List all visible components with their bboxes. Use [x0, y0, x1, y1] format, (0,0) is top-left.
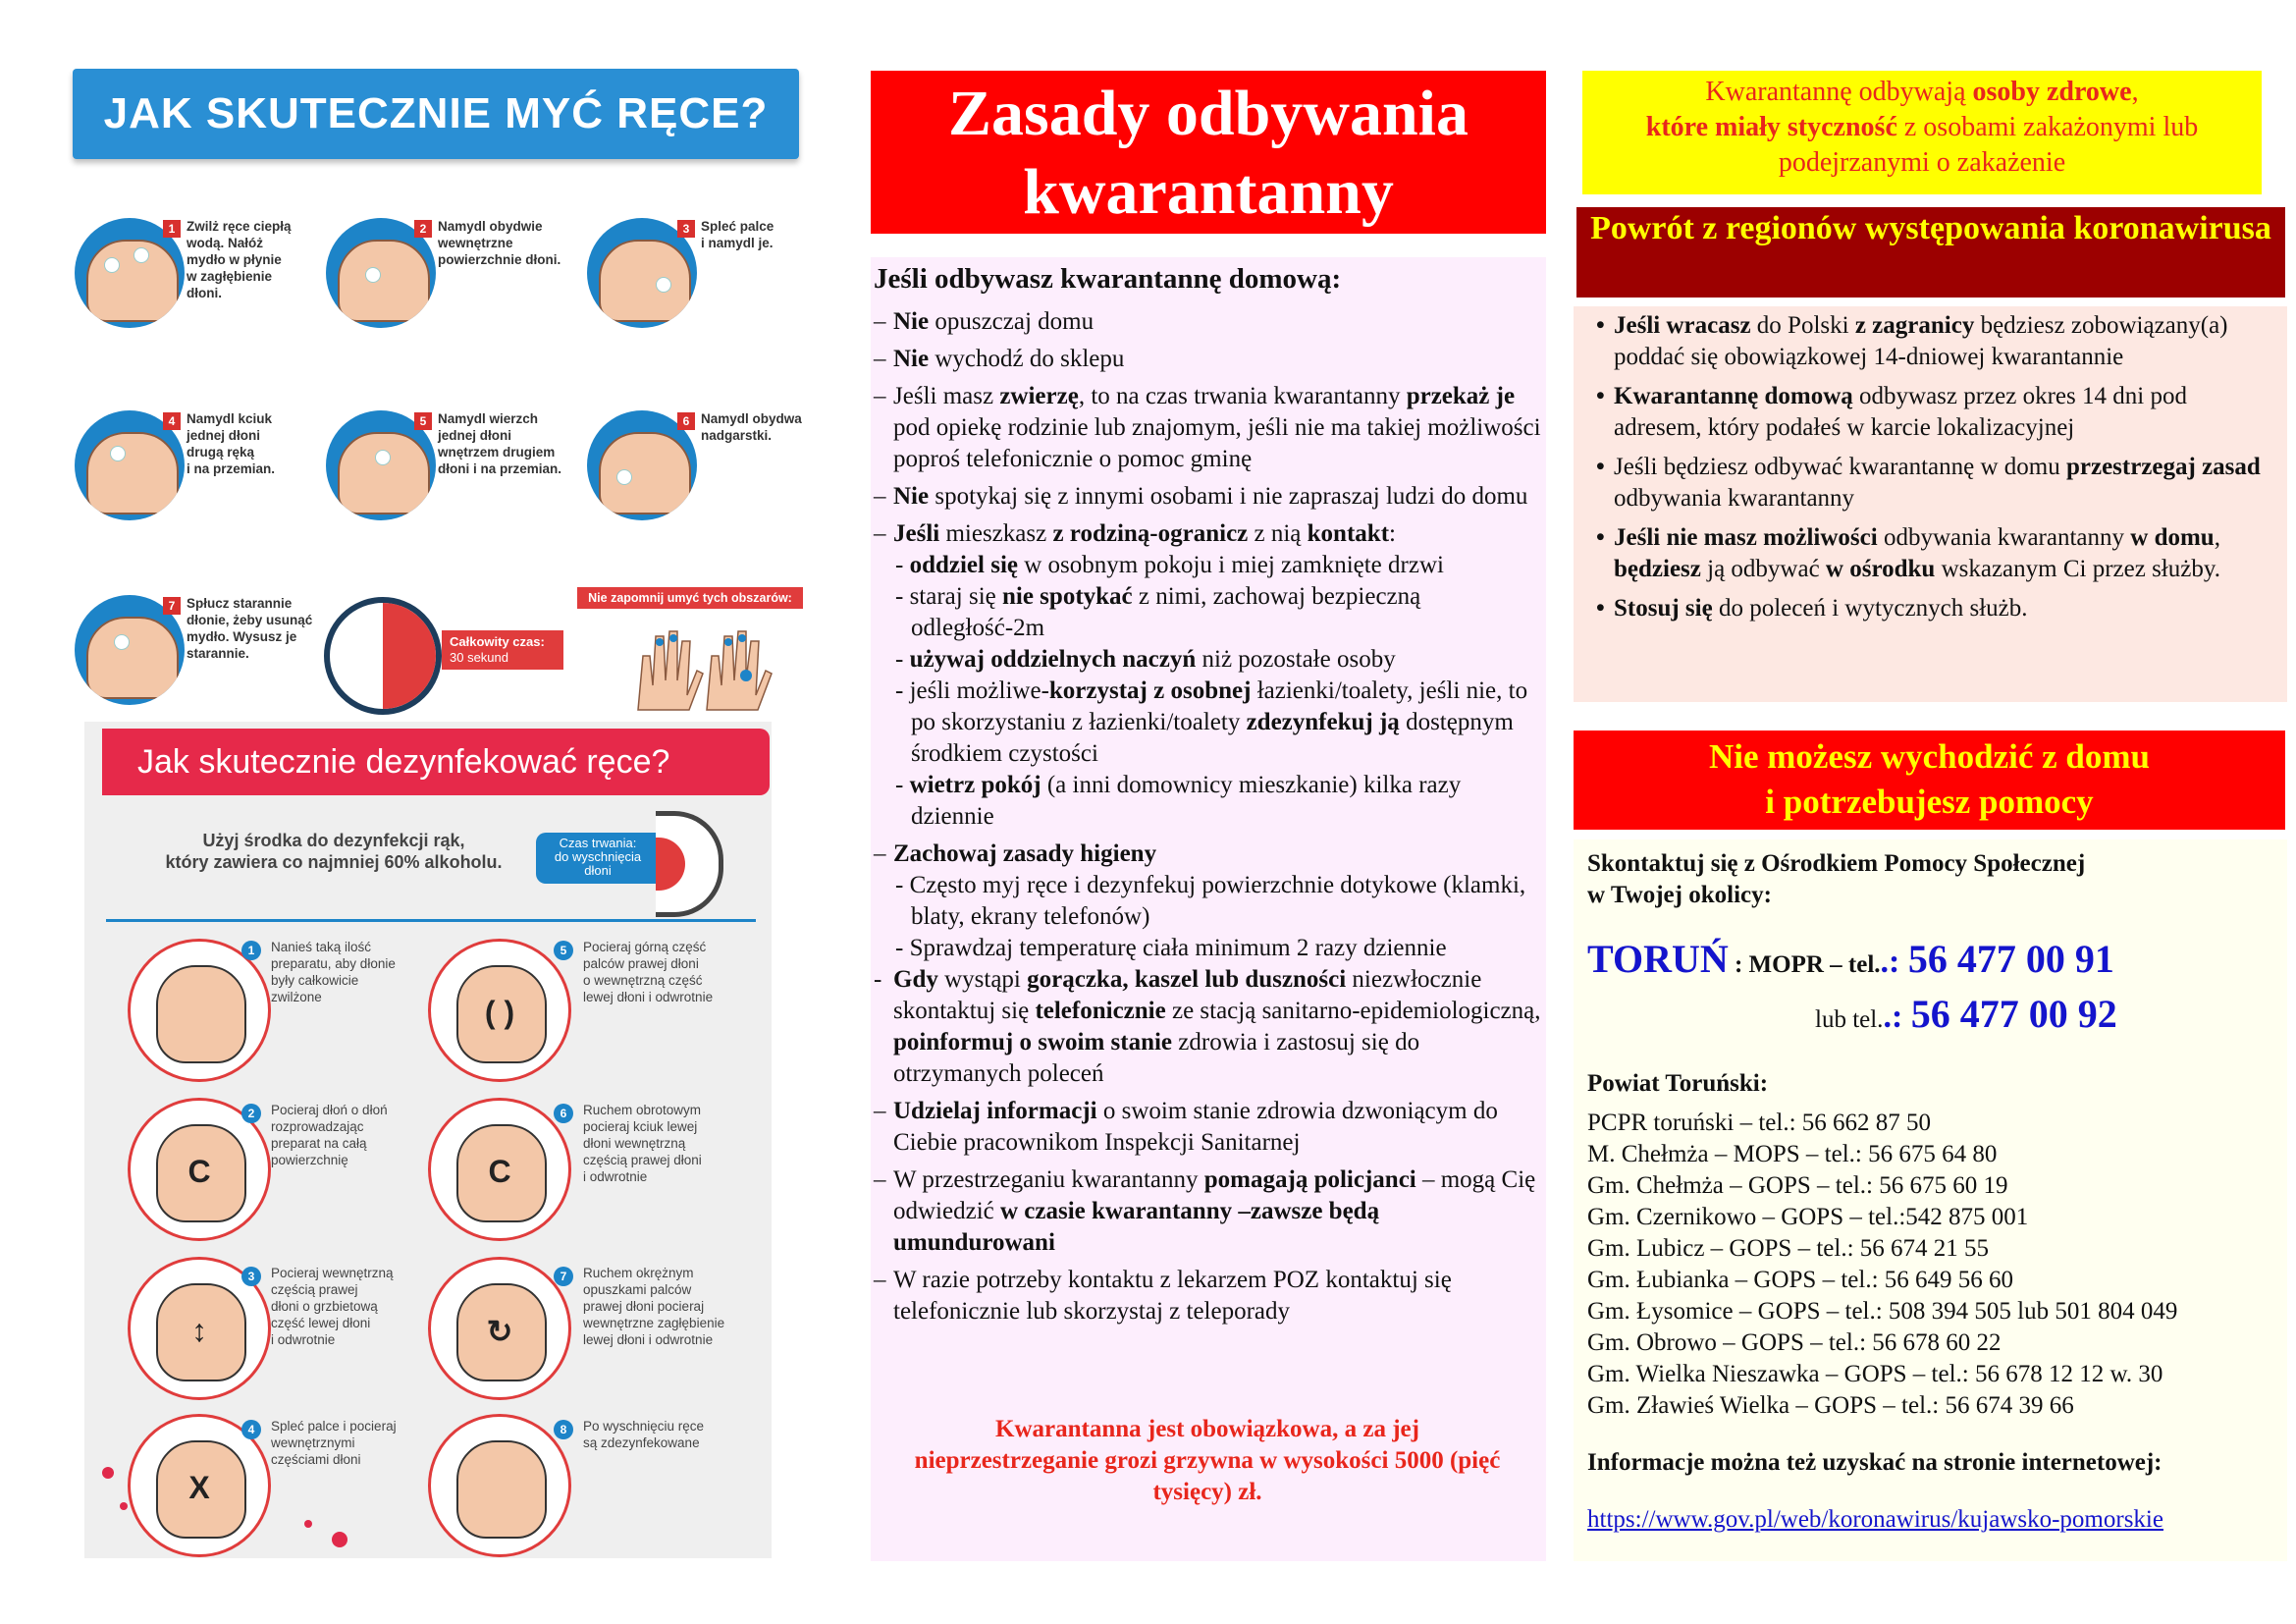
torun-phone-1[interactable]: 56 477 00 91 [1907, 937, 2114, 981]
help-title [1574, 731, 2285, 830]
tel2-prefix: lub tel. [1815, 1006, 1884, 1033]
quarantine-who-note [1582, 71, 2262, 194]
disinfect-step-3-text: Pocieraj wewnętrzną częścią prawej dłoni o grzbietową część lewej dłoni i odwrotnie [271, 1266, 394, 1347]
return-item: • Jeśli będziesz odbywać kwarantannę w domu przestrzegaj zasad odbywania kwarantanny [1592, 452, 2279, 514]
timer-icon [324, 597, 442, 715]
wash-step-6-number: 6 [677, 412, 695, 430]
disinfect-step-4-number: 4 [241, 1420, 261, 1439]
powiat-contact-list [1587, 1108, 2284, 1422]
quarantine-rules-title [871, 71, 1546, 234]
disinfect-step-8-number: 8 [554, 1420, 573, 1439]
disinfect-step-7-icon: ↻ [428, 1257, 571, 1400]
rules-subtitle: Jeśli odbywasz kwarantannę domową: [874, 263, 1342, 295]
rule-item: – Nie wychodź do sklepu [874, 346, 1125, 372]
wash-step-7-number: 7 [163, 597, 181, 615]
drop-decoration [332, 1532, 347, 1547]
powiat-contact: Gm. Chełmża – GOPS – tel.: 56 675 60 19 [1587, 1172, 2008, 1199]
rule-item: – W przestrzeganiu kwarantanny pomagają policjanci – mogą Cię odwiedzić w czasie kwarantanny –zawsze będą umundurowani [874, 1166, 1536, 1256]
help-title-line-1: Nie możesz wychodzić z domu [1708, 737, 2151, 776]
disinfect-step-1-text: Nanieś taką ilość preparatu, aby dłonie były całkowicie zwilżone [271, 940, 396, 1004]
powiat-contact: Gm. Czernikowo – GOPS – tel.:542 875 001 [1587, 1204, 2029, 1230]
rule-subitem: - wietrz pokój (a inni domownicy mieszkanie) kilka razy dziennie [895, 772, 1462, 830]
powiat-contact: M. Chełmża – MOPS – tel.: 56 675 64 80 [1587, 1141, 1998, 1167]
help-title-line-2: i potrzebujesz pomocy [1765, 783, 2094, 821]
disinfect-step-7-text: Ruchem okrężnym opuszkami palców prawej dłoni pocieraj wewnętrzne zagłębienie lewej dłoni i odwrotnie [583, 1266, 725, 1347]
note-text: , [2131, 77, 2139, 107]
rule-item: – Udzielaj informacji o swoim stanie zdrowia dzwoniącym do Ciebie pracownikom Inspekcji Sanitarnej [874, 1098, 1498, 1156]
return-item: • Stosuj się do poleceń i wytycznych służb. [1592, 593, 2279, 624]
disinfect-step-2-number: 2 [241, 1104, 261, 1123]
rule-item: – W razie potrzeby kontaktu z lekarzem POZ kontaktuj się telefonicznie lub skorzystaj z teleporady [874, 1267, 1452, 1325]
torun-city: TORUŃ [1587, 937, 1729, 981]
return-item: • Kwarantannę domową odbywasz przez okres 14 dni pod adresem, który podałeś w karcie lokalizacyjnej [1592, 381, 2279, 444]
wash-step-3-number: 3 [677, 220, 695, 238]
disinfect-step-6-number: 6 [554, 1104, 573, 1123]
return-item: • Jeśli wracasz do Polski z zagranicy będziesz zobowiązany(a) poddać się obowiązkowej 14-dniowej kwarantannie [1592, 310, 2279, 373]
note-text: Kwarantannę odbywają [1705, 77, 1973, 107]
tel2-colon: .: [1883, 999, 1911, 1035]
hands-areas-icon [628, 617, 775, 715]
total-time-value: 30 sekund [450, 650, 508, 665]
powiat-contact: Gm. Łubianka – GOPS – tel.: 56 649 56 60 [1587, 1267, 2014, 1293]
disinfect-step-4-icon: X [128, 1414, 271, 1557]
disinfect-step-2-text: Pocieraj dłoń o dłoń rozprowadzając preparat na całą powierzchnię [271, 1103, 388, 1167]
rule-item: – Zachowaj zasady higieny [874, 840, 1157, 867]
wash-step-4-number: 4 [163, 412, 181, 430]
website-link[interactable]: https://www.gov.pl/web/koronawirus/kujawsko-pomorskie [1587, 1506, 2163, 1533]
rule-subitem: - używaj oddzielnych naczyń niż pozostałe osoby [895, 646, 1396, 673]
disinfect-step-5-number: 5 [554, 941, 573, 960]
powiat-contact: Gm. Łysomice – GOPS – tel.: 508 394 505 lub 501 804 049 [1587, 1298, 2178, 1325]
disinfect-step-6-text: Ruchem obrotowym pocieraj kciuk lewej dłoni wewnętrzną częścią prawej dłoni i odwrotnie [583, 1103, 702, 1184]
powiat-contact: Gm. Wielka Nieszawka – GOPS – tel.: 56 678 12 12 w. 30 [1587, 1361, 2163, 1387]
wash-hands-title: JAK SKUTECZNIE MYĆ RĘCE? [73, 69, 799, 159]
wash-step-7-text: Spłucz starannie dłonie, żeby usunąć mydło. Wysusz je starannie. [187, 596, 313, 661]
return-list [1592, 310, 2279, 632]
note-bold: które miały styczność [1645, 112, 1897, 142]
powiat-contact: Gm. Zławieś Wielka – GOPS – tel.: 56 674 39 66 [1587, 1392, 2074, 1419]
rule-subitem: - Często myj ręce i dezynfekuj powierzchnie dotykowe (klamki, blaty, ekrany telefonów) [895, 872, 1526, 930]
rule-subitem: - jeśli możliwe-korzystaj z osobnej łazienki/toalety, jeśli nie, to po skorzystaniu z łazienki/toalety zdezynfekuj ją dostępnym środkiem czystości [895, 677, 1528, 767]
disinfect-step-1-number: 1 [241, 941, 261, 960]
wash-step-5-number: 5 [414, 412, 432, 430]
rule-item: – Jeśli masz zwierzę, to na czas trwania kwarantanny przekaż je pod opiekę rodzinie lub znajomym, jeśli nie ma takiej możliwości poproś telefonicznie o pomoc gminę [874, 383, 1541, 472]
wash-step-2-text: Namydl obydwie wewnętrzne powierzchnie dłoni. [438, 219, 561, 267]
disinfect-title: Jak skutecznie dezynfekować ręce? [102, 729, 770, 795]
drop-decoration [120, 1502, 128, 1510]
torun-contact-2 [1587, 990, 2274, 1045]
disinfect-intro: Użyj środka do dezynfekcji rąk, który zawiera co najmniej 60% alkoholu. [165, 831, 503, 872]
wash-step-6-text: Namydl obydwa nadgarstki. [701, 411, 802, 443]
rules-content [874, 261, 1545, 1333]
rule-item: - Gdy wystąpi gorączka, kaszel lub duszności niezwłocznie skontaktuj się telefonicznie ze stacją sanitarno-epidemiologiczną, poinformuj o swoim stanie zdrowia i zastosuj się do otrzymanych poleceń [874, 966, 1541, 1087]
rule-subitem: - Sprawdzaj temperaturę ciała minimum 2 razy dziennie [895, 935, 1447, 961]
total-time-label: Całkowity czas: [450, 634, 545, 649]
torun-phone-2[interactable]: 56 477 00 92 [1910, 992, 2117, 1036]
remember-areas-label: Nie zapomnij umyć tych obszarów: [577, 587, 803, 609]
powiat-title: Powiat Toruński: [1587, 1070, 1769, 1097]
wash-step-2-number: 2 [414, 220, 432, 238]
wash-step-4-text: Namydl kciuk jednej dłoni drugą ręką i na przemian. [187, 411, 276, 476]
return-item: • Jeśli nie masz możliwości odbywania kwarantanny w domu, będziesz ją odbywać w ośrodku wskazanym Ci przez służby. [1592, 522, 2279, 585]
title-line-1: Zasady odbywania [947, 78, 1469, 149]
disinfect-step-5-text: Pocieraj górną część palców prawej dłoni o wewnętrzną część lewej dłoni i odwrotnie [583, 940, 714, 1004]
contact-intro: Skontaktuj się z Ośrodkiem Pomocy Społecznej w Twojej okolicy: [1587, 850, 2086, 908]
drop-decoration [304, 1520, 312, 1528]
powiat-contact: Gm. Obrowo – GOPS – tel.: 56 678 60 22 [1587, 1329, 2002, 1356]
rule-item: – Nie spotykaj się z innymi osobami i nie zapraszaj ludzi do domu [874, 483, 1528, 510]
disinfect-step-3-icon: ↕ [128, 1257, 271, 1400]
return-title: Powrót z regionów występowania koronawirusa [1576, 207, 2285, 298]
disinfect-step-8-text: Po wyschnięciu ręce są zdezynfekowane [583, 1419, 705, 1450]
wash-step-1-number: 1 [163, 220, 181, 238]
fine-warning: Kwarantanna jest obowiązkowa, a za jej nieprzestrzeganie grozi grzywna w wysokości 5000 (pięć tysięcy) zł. [914, 1416, 1501, 1505]
dry-time-badge: Czas trwania: do wyschnięcia dłoni [536, 833, 660, 884]
wash-step-5-text: Namydl wierzch jednej dłoni wnętrzem drugiem dłoni i na przemian. [438, 411, 562, 476]
divider [106, 919, 756, 922]
rule-subitem: - staraj się nie spotykać z nimi, zachowaj bezpieczną odległość-2m [895, 583, 1421, 641]
wash-step-1-text: Zwilż ręce ciepłą wodą. Nałóż mydło w płynie w zagłębienie dłoni. [187, 219, 292, 300]
powiat-contact: Gm. Lubicz – GOPS – tel.: 56 674 21 55 [1587, 1235, 1990, 1262]
torun-mopr: : MOPR – tel. [1728, 951, 1881, 978]
note-text: z osobami zakażonymi lub podejrzanymi o zakażenie [1778, 112, 2199, 178]
disinfect-step-5-icon: ( ) [428, 939, 571, 1082]
disinfect-step-3-number: 3 [241, 1267, 261, 1286]
powiat-contact: PCPR toruński – tel.: 56 662 87 50 [1587, 1110, 1932, 1136]
info-line: Informacje można też uzyskać na stronie internetowej: [1587, 1449, 2163, 1476]
wash-step-3-text: Spleć palce i namydl je. [701, 219, 774, 250]
disinfect-step-8-icon [428, 1414, 571, 1557]
disinfect-step-4-text: Spleć palce i pocieraj wewnętrznymi częściami dłoni [271, 1419, 397, 1467]
torun-contact [1587, 935, 2274, 990]
total-time-badge [442, 630, 563, 670]
note-bold: osoby zdrowe [1972, 77, 2132, 107]
drop-decoration [102, 1467, 114, 1479]
title-line-2: kwarantanny [1023, 156, 1394, 228]
disinfect-step-6-icon: C [428, 1098, 571, 1241]
rule-item: – Jeśli mieszkasz z rodziną-ogranicz z nią kontakt: [874, 520, 1396, 547]
rule-subitem: - oddziel się w osobnym pokoju i miej zamknięte drzwi [895, 552, 1444, 578]
rule-item: – Nie opuszczaj domu [874, 308, 1095, 335]
disinfect-step-7-number: 7 [554, 1267, 573, 1286]
torun-colon: .: [1880, 944, 1908, 980]
disinfect-step-2-icon: C [128, 1098, 271, 1241]
